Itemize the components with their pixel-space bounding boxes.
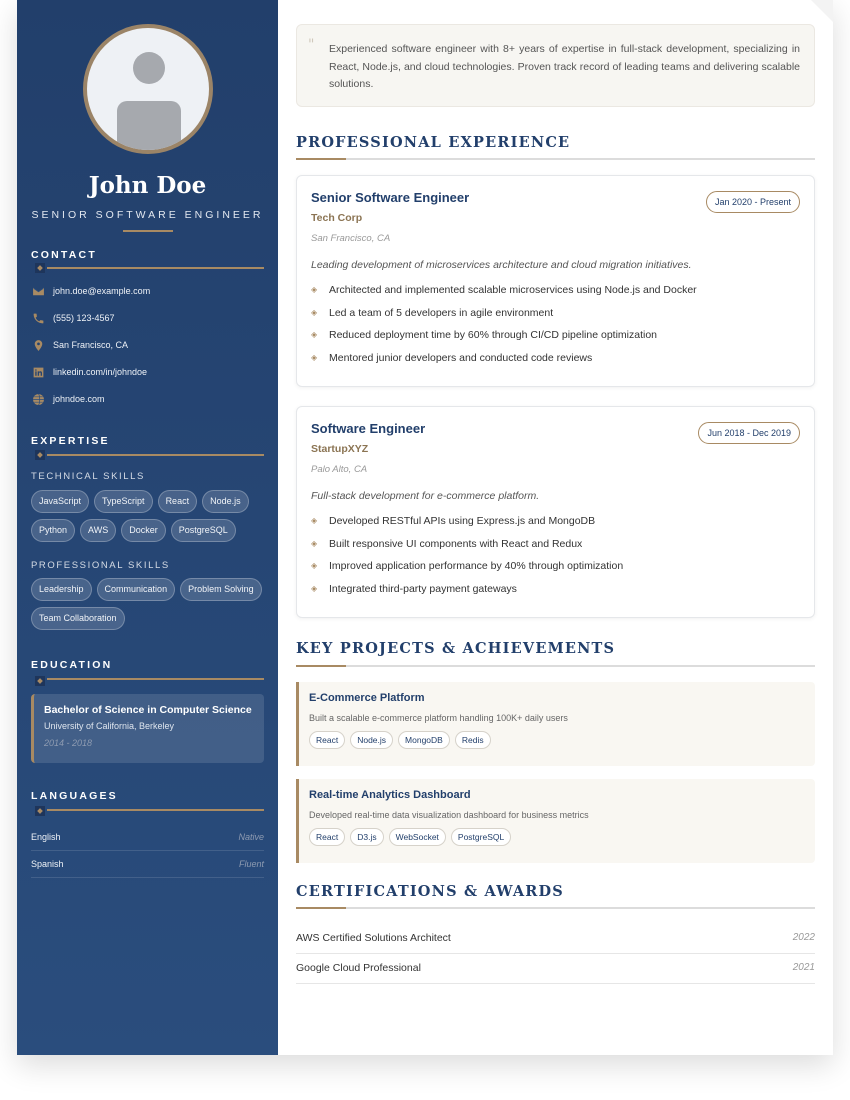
certifications-title: CERTIFICATIONS & AWARDS <box>296 883 564 900</box>
projects-rule <box>296 665 815 667</box>
resume-page <box>17 0 833 1055</box>
education-card <box>31 694 264 763</box>
project-card <box>296 779 815 863</box>
bullet-text: Led a team of 5 developers in agile environment <box>329 306 554 319</box>
skill-tag: Node.js <box>202 490 249 513</box>
education-rule <box>47 678 264 680</box>
experience-rule <box>296 158 815 160</box>
skill-tag: Python <box>31 519 75 542</box>
job-description: Leading development of microservices architecture and cloud migration initiatives. <box>311 259 692 271</box>
skill-tag: Docker <box>121 519 166 542</box>
contact-title-marker <box>35 263 45 273</box>
project-title: E-Commerce Platform <box>309 692 425 704</box>
contact-linkedin[interactable] <box>31 365 147 379</box>
language-name: English <box>31 832 61 842</box>
tech-tag: React <box>309 828 345 846</box>
professional-skills-list <box>31 578 271 630</box>
contact-phone-text: (555) 123-4567 <box>53 313 115 323</box>
job-title: Software Engineer <box>311 421 426 436</box>
bullet-diamond-icon: ◈ <box>311 561 318 571</box>
bullet-text: Architected and implemented scalable microservices using Node.js and Docker <box>329 284 697 296</box>
education-degree: Bachelor of Science in Computer Science <box>44 704 252 716</box>
project-card <box>296 682 815 766</box>
list-item <box>311 307 697 330</box>
skill-tag: Problem Solving <box>180 578 262 601</box>
bullet-text: Developed RESTful APIs using Express.js and MongoDB <box>329 515 596 527</box>
bullet-diamond-icon: ◈ <box>311 538 318 548</box>
skill-tag: AWS <box>80 519 116 542</box>
certification-name: Google Cloud Professional <box>296 962 421 974</box>
experience-title: PROFESSIONAL EXPERIENCE <box>296 134 571 151</box>
education-title: EDUCATION <box>31 659 113 671</box>
contact-website-text: johndoe.com <box>53 394 105 404</box>
language-row <box>31 859 264 878</box>
job-card <box>296 175 815 387</box>
expertise-title-marker <box>35 450 45 460</box>
job-location: San Francisco, CA <box>311 233 391 244</box>
bullet-text: Integrated third-party payment gateways <box>329 583 517 596</box>
list-item <box>311 583 623 606</box>
skill-tag: JavaScript <box>31 490 89 513</box>
contact-title: CONTACT <box>31 249 97 261</box>
tech-tag: React <box>309 731 345 749</box>
email-icon <box>31 284 45 298</box>
bullet-diamond-icon: ◈ <box>311 516 318 525</box>
contact-location <box>31 338 128 352</box>
projects-title: KEY PROJECTS & ACHIEVEMENTS <box>296 640 616 657</box>
bullet-diamond-icon: ◈ <box>311 353 318 363</box>
education-title-marker <box>35 676 45 686</box>
project-description: Built a scalable e-commerce platform handling 100K+ daily users <box>309 713 568 723</box>
list-item <box>311 329 697 352</box>
sidebar <box>17 0 278 1055</box>
job-card <box>296 406 815 618</box>
languages-rule <box>47 809 264 811</box>
contact-website[interactable] <box>31 392 105 406</box>
profile-name: John Doe <box>88 172 207 199</box>
skill-tag: PostgreSQL <box>171 519 236 542</box>
job-date-badge: Jan 2020 - Present <box>706 191 800 213</box>
project-tags <box>309 828 805 846</box>
certification-name: AWS Certified Solutions Architect <box>296 932 451 944</box>
list-item <box>311 284 697 307</box>
tech-tag: WebSocket <box>389 828 446 846</box>
education-school: University of California, Berkeley <box>44 721 175 731</box>
avatar-body-icon <box>117 101 181 154</box>
bullet-diamond-icon: ◈ <box>311 285 318 294</box>
avatar <box>83 24 213 154</box>
tech-tag: Redis <box>455 731 491 749</box>
project-tags <box>309 731 805 749</box>
expertise-rule <box>47 454 264 456</box>
linkedin-icon <box>31 365 45 379</box>
skill-tag: Communication <box>97 578 176 601</box>
technical-skills-list <box>31 490 271 542</box>
languages-title-marker <box>35 806 45 816</box>
phone-icon <box>31 311 45 325</box>
list-item <box>311 538 623 561</box>
technical-skills-title: TECHNICAL SKILLS <box>31 471 145 482</box>
job-bullets <box>311 284 697 375</box>
bullet-text: Reduced deployment time by 60% through CI/CD pipeline optimization <box>329 329 658 342</box>
certification-year: 2022 <box>792 932 815 943</box>
language-row <box>31 832 264 851</box>
bullet-text: Built responsive UI components with React and Redux <box>329 537 583 550</box>
certifications-rule <box>296 907 815 909</box>
skill-tag: React <box>158 490 198 513</box>
bullet-diamond-icon: ◈ <box>311 584 318 594</box>
certification-row <box>296 932 815 954</box>
skill-tag: TypeScript <box>94 490 153 513</box>
job-location: Palo Alto, CA <box>311 464 368 475</box>
tech-tag: D3.js <box>350 828 383 846</box>
summary-box <box>296 24 815 107</box>
tech-tag: PostgreSQL <box>451 828 511 846</box>
contact-location-text: San Francisco, CA <box>53 340 129 350</box>
project-description: Developed real-time data visualization dashboard for business metrics <box>309 810 589 820</box>
job-date-badge: Jun 2018 - Dec 2019 <box>698 422 800 444</box>
contact-rule <box>47 267 264 269</box>
bullet-text: Improved application performance by 40% through optimization <box>329 560 624 573</box>
globe-icon <box>31 392 45 406</box>
language-name: Spanish <box>31 859 64 869</box>
job-title: Senior Software Engineer <box>311 190 470 205</box>
language-level: Native <box>238 832 264 842</box>
skill-tag: Team Collaboration <box>31 607 125 630</box>
list-item <box>311 560 623 583</box>
contact-email[interactable] <box>31 284 150 298</box>
location-icon <box>31 338 45 352</box>
certification-year: 2021 <box>792 962 815 973</box>
job-bullets <box>311 515 623 606</box>
role-divider <box>123 230 173 232</box>
bullet-diamond-icon: ◈ <box>311 330 318 340</box>
job-description: Full-stack development for e-commerce platform. <box>311 490 540 502</box>
project-title: Real-time Analytics Dashboard <box>309 789 471 801</box>
contact-linkedin-text: linkedin.com/in/johndoe <box>53 367 148 377</box>
bullet-text: Mentored junior developers and conducted code reviews <box>329 352 593 365</box>
profile-role: SENIOR SOFTWARE ENGINEER <box>31 209 264 221</box>
bullet-diamond-icon: ◈ <box>311 307 318 317</box>
expertise-title: EXPERTISE <box>31 435 110 447</box>
certification-row <box>296 962 815 984</box>
list-item <box>311 352 697 375</box>
job-company: Tech Corp <box>311 212 363 224</box>
tech-tag: Node.js <box>350 731 393 749</box>
quote-icon: " <box>308 37 315 53</box>
avatar-head-icon <box>133 52 165 84</box>
contact-phone[interactable] <box>31 311 115 325</box>
contact-email-text: john.doe@example.com <box>53 286 151 296</box>
summary-text: Experienced software engineer with 8+ years of expertise in full-stack development, specializing in React, Node.js, and cloud technologies. Proven track record of leading teams and delivering scalable solutions. <box>329 43 800 90</box>
professional-skills-title: PROFESSIONAL SKILLS <box>31 560 170 571</box>
language-level: Fluent <box>238 859 264 869</box>
job-company: StartupXYZ <box>311 443 369 455</box>
page-corner-fold <box>811 0 833 22</box>
tech-tag: MongoDB <box>398 731 450 749</box>
languages-title: LANGUAGES <box>31 790 118 802</box>
education-years: 2014 - 2018 <box>44 738 93 748</box>
skill-tag: Leadership <box>31 578 92 601</box>
list-item <box>311 515 623 538</box>
